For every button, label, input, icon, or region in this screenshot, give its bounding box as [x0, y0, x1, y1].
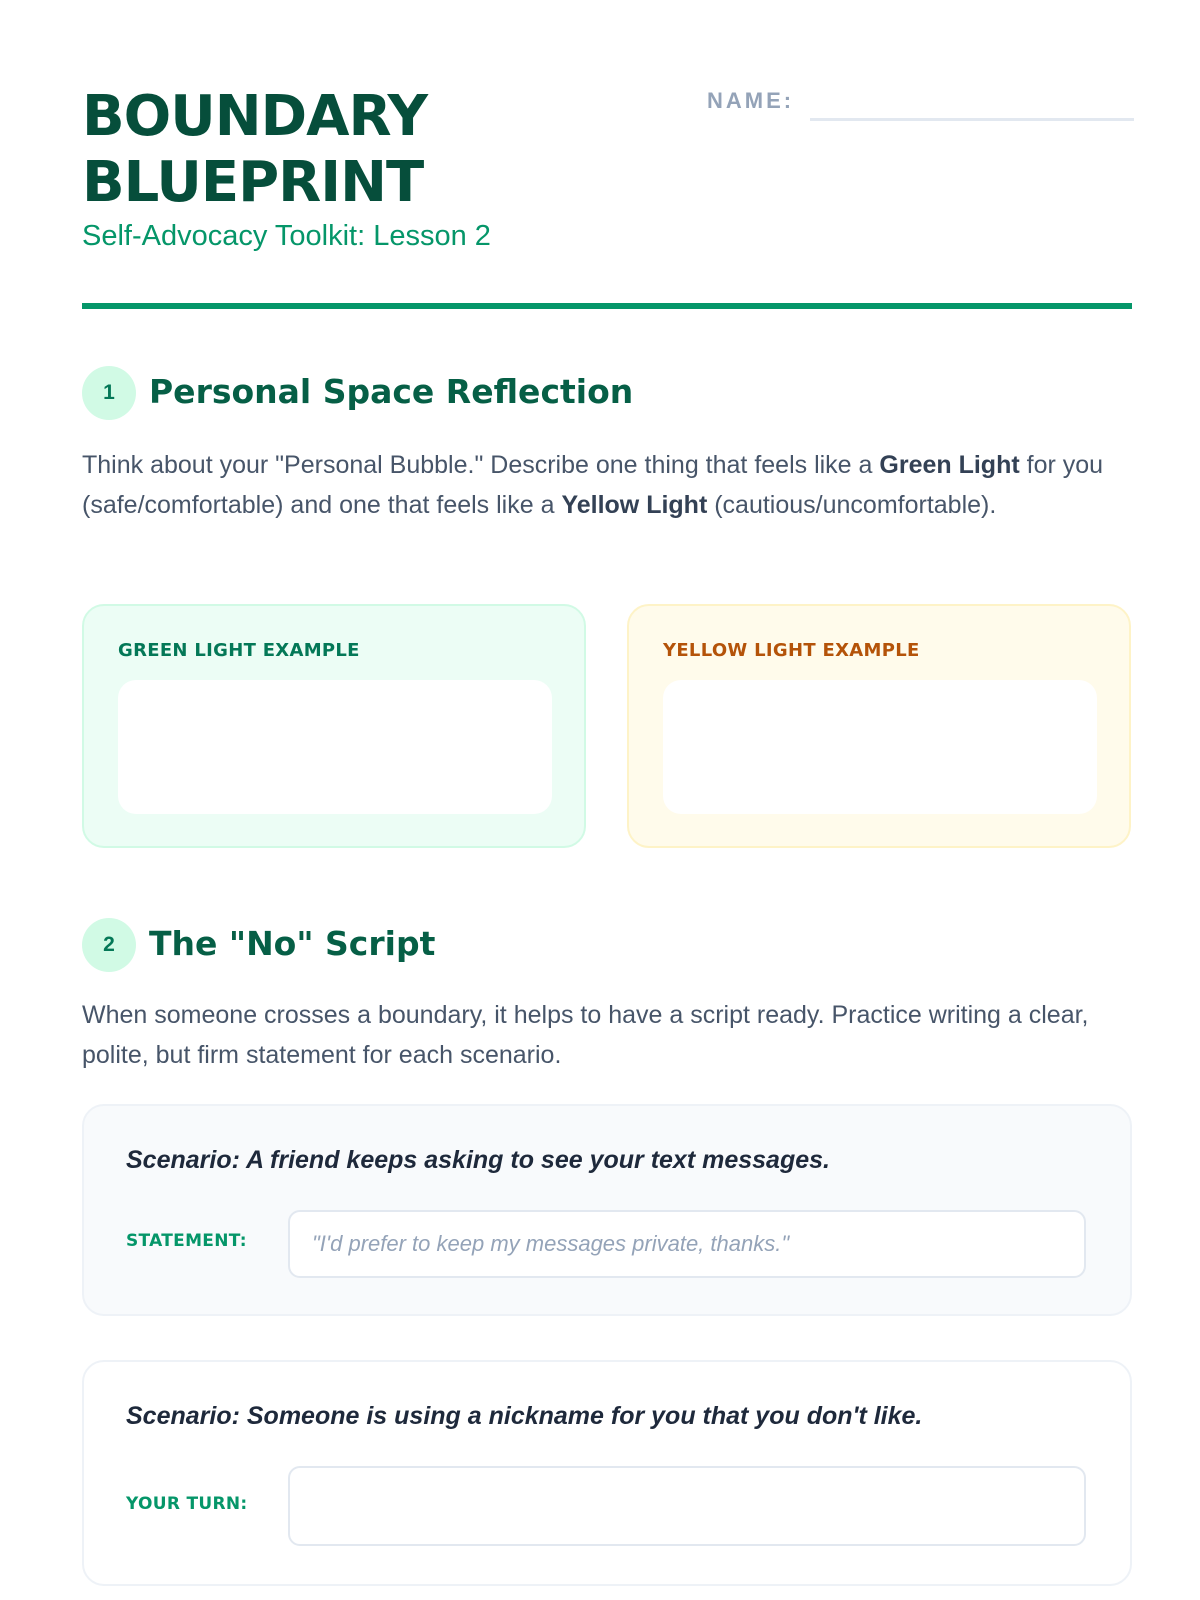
green-light-answer-box[interactable] [118, 680, 552, 814]
section-1-title: Personal Space Reflection [149, 372, 634, 411]
title-line-2: BLUEPRINT [82, 150, 424, 215]
section-2-heading [82, 918, 1132, 972]
statement-example-field[interactable]: "I'd prefer to keep my messages private, thanks." [288, 1210, 1086, 1278]
scenario-text: Scenario: Someone is using a nickname for you that you don't like. [126, 1402, 923, 1430]
section-1-number-badge: 1 [82, 366, 136, 420]
instructions-text-2: for you (safe/comfortable) and one that feels like a [82, 451, 1104, 519]
instructions-text-1: Think about your "Personal Bubble." Describe one thing that feels like a [82, 451, 880, 479]
scenario-text: Scenario: A friend keeps asking to see your text messages. [126, 1146, 830, 1174]
section-2-number-badge: 2 [82, 918, 136, 972]
yellow-light-label: YELLOW LIGHT EXAMPLE [663, 640, 920, 661]
header-divider [82, 303, 1132, 309]
title-line-1: BOUNDARY [82, 84, 428, 149]
yellow-light-answer-box[interactable] [663, 680, 1097, 814]
green-light-label: GREEN LIGHT EXAMPLE [118, 640, 360, 661]
your-turn-label: YOUR TURN: [126, 1494, 248, 1514]
section-2-instructions: When someone crosses a boundary, it helps to have a script ready. Practice writing a clear, polite, but firm statement for each scenario. [82, 1001, 1089, 1069]
your-turn-answer-field[interactable] [288, 1466, 1086, 1546]
name-label: NAME: [707, 88, 795, 113]
page-title [82, 84, 682, 216]
yellow-light-term: Yellow Light [561, 491, 708, 519]
scenario-card [82, 1360, 1132, 1586]
green-light-term: Green Light [879, 451, 1020, 479]
page-subtitle: Self-Advocacy Toolkit: Lesson 2 [82, 220, 491, 252]
scenario-card [82, 1104, 1132, 1316]
section-1-instructions [82, 445, 1132, 525]
statement-label: STATEMENT: [126, 1231, 247, 1251]
name-field-group [707, 86, 1134, 122]
green-light-card [82, 604, 586, 848]
section-1-heading [82, 366, 1132, 420]
yellow-light-card [627, 604, 1131, 848]
section-2-title: The "No" Script [149, 924, 436, 963]
worksheet-page [82, 0, 1132, 1600]
instructions-text-3: (cautious/uncomfortable). [707, 491, 997, 519]
name-input-line[interactable] [810, 118, 1134, 121]
